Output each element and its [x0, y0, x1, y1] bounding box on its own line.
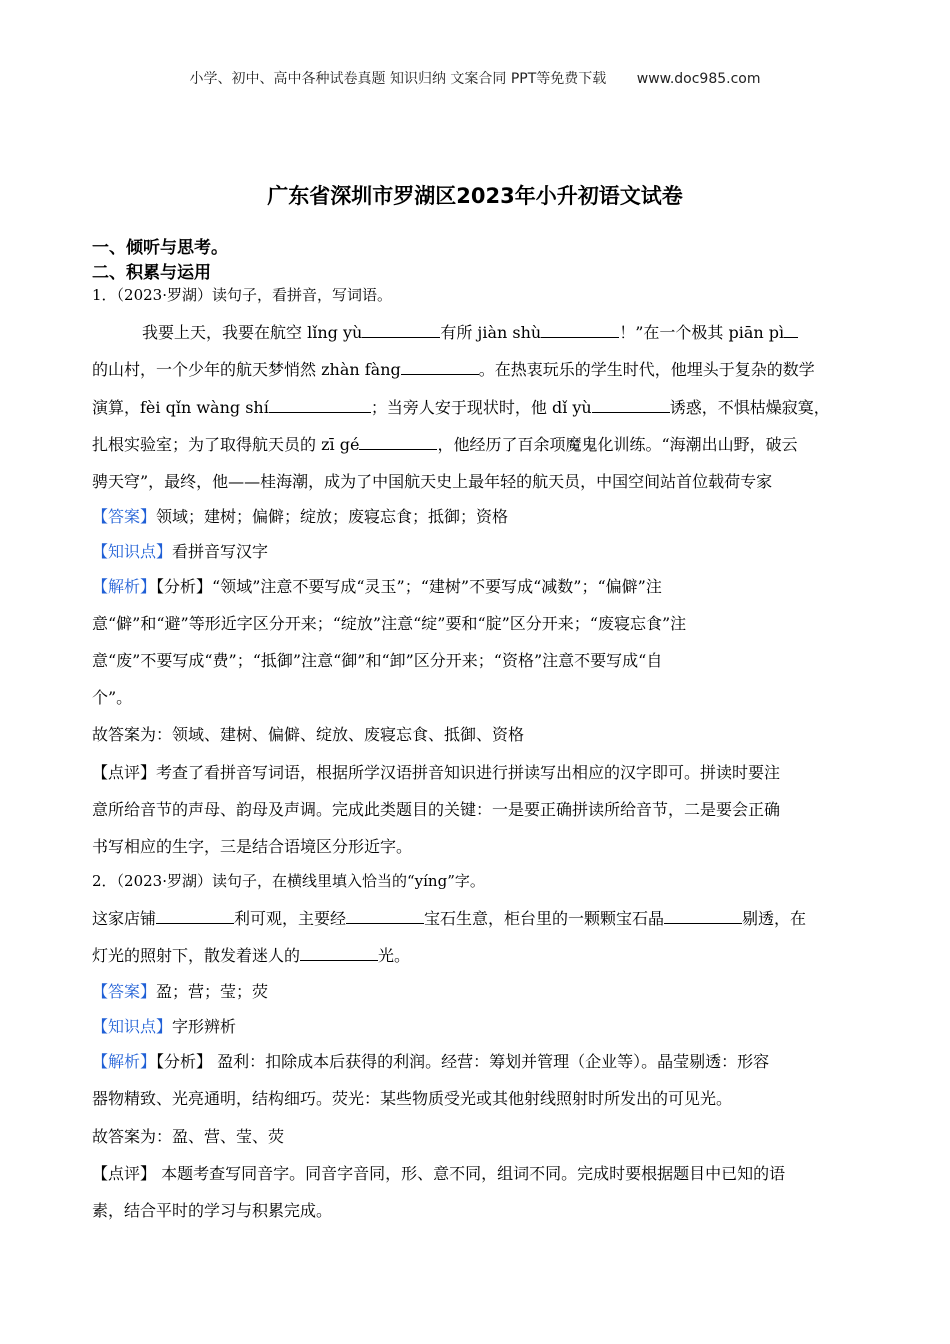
q2-text: 利可观，主要经	[234, 909, 347, 928]
q1-analysis-line-1	[92, 574, 862, 597]
q1-text: 有所 jiàn shù	[440, 323, 542, 342]
q1-knowledge-point	[92, 539, 862, 562]
answer-label: 【答案】	[92, 982, 157, 1001]
header-url[interactable]: www.doc985.com	[636, 71, 761, 87]
blank-2	[346, 909, 424, 924]
q2-text: 这家店铺	[92, 909, 157, 928]
knowledge-label: 【知识点】	[92, 542, 173, 561]
blank-3	[784, 323, 798, 338]
knowledge-label: 【知识点】	[92, 1017, 173, 1036]
q2-analysis-line-1	[92, 1049, 862, 1072]
q1-text: ；当旁人安于现状时，他 dǐ yù	[370, 398, 592, 417]
analysis-text: 【分析】 盈利：扣除成本后获得的利润。经营：筹划并管理（企业等）。晶莹剔透：形容	[156, 1052, 770, 1071]
q1-paragraph-line-4	[92, 432, 862, 455]
q2-text: 剔透，在	[742, 909, 807, 928]
q1-paragraph-line-2	[92, 357, 862, 380]
blank-4	[401, 360, 479, 375]
q1-text: 演算，fèi qǐn wàng shí	[92, 398, 269, 417]
q2-stem: 2．（2023·罗湖）读句子，在横线里填入恰当的“yíng”字。	[92, 872, 485, 890]
q1-text: ，他经历了百余项魔鬼化训练。“海潮出山野，破云	[437, 435, 798, 454]
q1-comment-line-2: 意所给音节的声母、韵母及声调。完成此类题目的关键：一是要正确拼读所给音节，二是要会正确	[92, 800, 781, 819]
analysis-label: 【解析】	[92, 1052, 157, 1071]
q2-knowledge-point	[92, 1014, 862, 1037]
header-text: 小学、初中、高中各种试卷真题 知识归纳 文案合同 PPT等免费下载	[189, 71, 607, 87]
blank-3	[664, 909, 742, 924]
blank-1	[362, 323, 440, 338]
q2-comment-line-2: 素，结合平时的学习与积累完成。	[92, 1201, 333, 1220]
knowledge-text: 看拼音写汉字	[172, 542, 269, 561]
q1-text: 我要上天，我要在航空 lǐng yù	[142, 323, 363, 342]
q1-text: 。在热衷玩乐的学生时代，他埋头于复杂的数学	[478, 360, 815, 379]
q1-text: 扎根实验室；为了取得航天员的 zī gé	[92, 435, 360, 454]
q2-text: 灯光的照射下，散发着迷人的	[92, 946, 301, 965]
q2-comment-line-1: 【点评】 本题考查写同音字。同音字音同，形、意不同，组词不同。完成时要根据题目中已知的语	[92, 1164, 786, 1183]
q1-text: 的山村，一个少年的航天梦悄然 zhàn fàng	[92, 360, 401, 379]
document-title: 广东省深圳市罗湖区2023年小升初语文试卷	[267, 184, 683, 208]
blank-7	[359, 435, 437, 450]
section-heading-listening: 一、倾听与思考。	[92, 238, 228, 258]
q2-text: 宝石生意，柜台里的一颗颗宝石晶	[424, 909, 665, 928]
q1-paragraph-line-1	[142, 320, 862, 343]
q2-text: 光。	[378, 946, 411, 965]
q1-final-answer: 故答案为：领域、建树、偏僻、绽放、废寝忘食、抵御、资格	[92, 725, 525, 744]
q1-paragraph-line-5: 骋天穹”，最终，他——桂海潮，成为了中国航天史上最年轻的航天员，中国空间站首位载荷专家	[92, 472, 773, 491]
analysis-label: 【解析】	[92, 577, 157, 596]
blank-4	[300, 946, 378, 961]
q1-comment-line-3: 书写相应的生字，三是结合语境区分形近字。	[92, 837, 413, 856]
q1-comment-line-1: 【点评】考查了看拼音写词语，根据所学汉语拼音知识进行拼读写出相应的汉字即可。拼读时要注	[92, 763, 781, 782]
q1-text: ！”在一个极其 piān pì	[619, 323, 785, 342]
q2-final-answer: 故答案为：盈、营、莹、荧	[92, 1127, 285, 1146]
answer-label: 【答案】	[92, 507, 157, 526]
blank-6	[592, 398, 670, 413]
answer-text: 领域；建树；偏僻；绽放；废寝忘食；抵御；资格	[156, 507, 509, 526]
analysis-text: 【分析】“领域”注意不要写成“灵玉”；“建树”不要写成“减数”；“偏僻”注	[156, 577, 662, 596]
q1-analysis-line-3: 意“废”不要写成“费”；“抵御”注意“御”和“卸”区分开来；“资格”注意不要写成“自	[92, 651, 663, 670]
q1-analysis-line-2: 意“僻”和“避”等形近字区分开来；“绽放”注意“绽”要和“腚”区分开来；“废寝忘食”注	[92, 614, 687, 633]
q2-analysis-line-2: 器物精致、光亮通明，结构细巧。荧光：某些物质受光或其他射线照射时所发出的可见光。	[92, 1089, 733, 1108]
section-heading-accumulation: 二、积累与运用	[92, 263, 211, 283]
knowledge-text: 字形辨析	[172, 1017, 237, 1036]
q1-paragraph-line-3	[92, 395, 862, 418]
q1-text: 诱惑，不惧枯燥寂寞，	[669, 398, 830, 417]
q1-stem: 1．（2023·罗湖）读句子，看拼音，写词语。	[92, 286, 392, 304]
q2-answer	[92, 979, 862, 1002]
page-header	[0, 68, 950, 88]
answer-text: 盈；营；莹；荧	[156, 982, 269, 1001]
q2-paragraph-line-2	[92, 943, 862, 966]
blank-5	[269, 398, 371, 413]
q2-paragraph-line-1	[92, 906, 862, 929]
blank-1	[156, 909, 234, 924]
blank-2	[541, 323, 619, 338]
q1-answer	[92, 504, 862, 527]
q1-analysis-line-4: 个”。	[92, 688, 133, 707]
